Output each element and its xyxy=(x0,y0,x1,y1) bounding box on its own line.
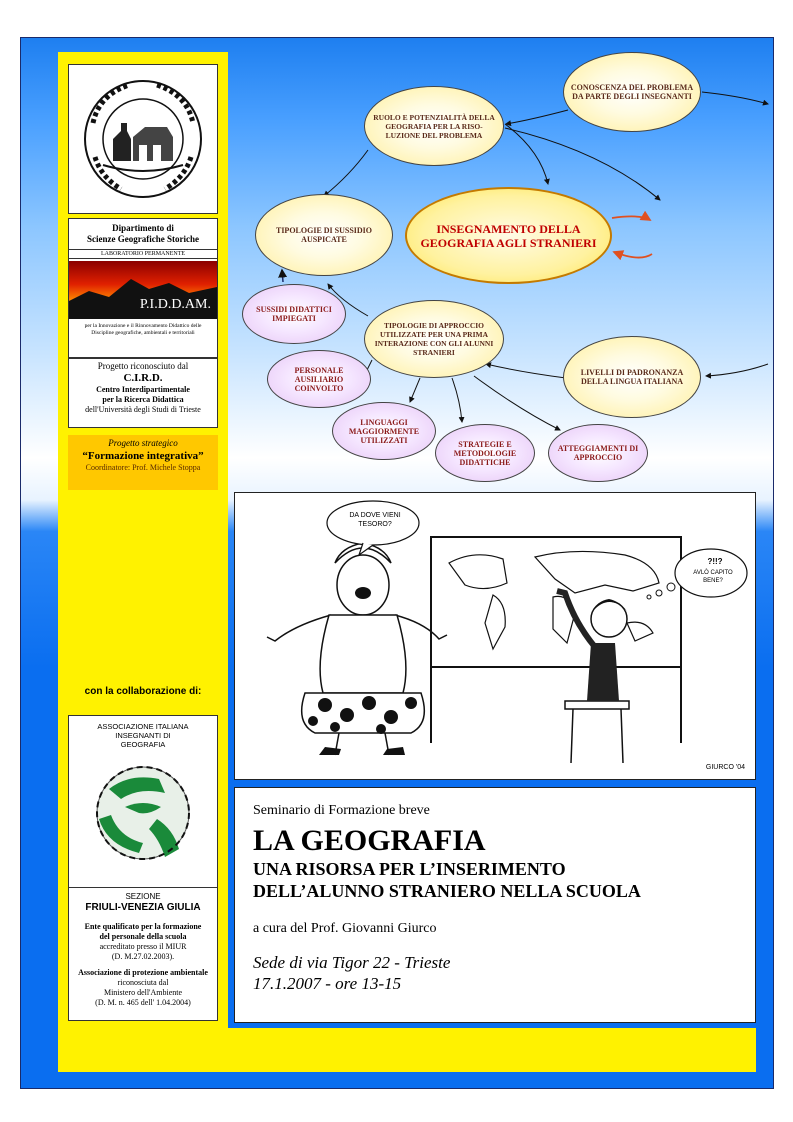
dept-line2: Scienze Geografiche Storiche xyxy=(87,234,199,244)
seminar-date: 17.1.2007 - ore 13-15 xyxy=(253,974,402,993)
seminar-main-title: LA GEOGRAFIA xyxy=(253,824,486,857)
ellipse-center-topic: INSEGNAMENTO DELLA GEOGRAFIA AGLI STRANIERI xyxy=(405,187,612,284)
project-label: Progetto strategico xyxy=(108,438,178,448)
ellipse-tipologie-approccio: TIPOLOGIE DI APPROCCIO UTILIZZATE PER UNA PRIMA INTERAZIONE CON GLI ALUNNI STRANIERI xyxy=(364,300,504,378)
child-thought-bubble-2: AVLÒ CAPITO BENE? xyxy=(693,570,733,584)
aiig-assoc-1: Associazione di protezione ambientale xyxy=(78,968,208,977)
ellipse-strategie: STRATEGIE E METODOLOGIE DIDATTICHE xyxy=(435,424,535,482)
cartoon-drawing xyxy=(235,493,755,779)
aiig-name3: GEOGRAFIA xyxy=(120,740,166,749)
cird-desc3: dell'Università degli Studi di Trieste xyxy=(85,405,201,414)
seminar-curator: a cura del Prof. Giovanni Giurco xyxy=(253,921,437,936)
piddam-title: P.I.D.D.AM. xyxy=(139,297,211,312)
yellow-bottom-band xyxy=(58,1028,756,1072)
ellipse-sussidi-didattici: SUSSIDI DIDATTICI IMPIEGATI xyxy=(242,284,346,344)
aiig-globe-logo-icon xyxy=(69,749,217,877)
seminar-subtitle-2: DELL’ALUNNO STRANIERO NELLA SCUOLA xyxy=(253,881,641,901)
aiig-qualified-3: accreditato presso il MIUR xyxy=(99,942,187,951)
cartoon-illustration xyxy=(234,492,756,780)
aiig-region: FRIULI-VENEZIA GIULIA xyxy=(85,902,201,913)
cartoon-signature: GIURCO '04 xyxy=(705,764,745,771)
aiig-qualified-4: (D. M.27.02.2003). xyxy=(111,952,175,961)
seminar-title-box xyxy=(234,787,756,1023)
aiig-assoc-4: (D. M. n. 465 dell' 1.04.2004) xyxy=(95,998,191,1007)
ellipse-atteggiamenti: ATTEGGIAMENTI DI APPROCCIO xyxy=(548,424,648,482)
lab-label: LABORATORIO PERMANENTE xyxy=(69,249,217,259)
aiig-qualified-1: Ente qualificato per la formazione xyxy=(84,922,202,931)
piddam-description: per la Innovazione e il Rinnovamento Didattico delle Discipline geografiche, ambientali e territoriali xyxy=(84,323,202,336)
aiig-name1: ASSOCIAZIONE ITALIANA xyxy=(97,722,189,731)
cird-name: C.I.R.D. xyxy=(123,372,163,384)
collaboration-label: con la collaborazione di: xyxy=(84,686,202,697)
aiig-qualified-2: del personale della scuola xyxy=(99,932,187,941)
aiig-assoc-3: Ministero dell'Ambiente xyxy=(103,988,183,997)
aiig-name2: INSEGNANTI DI xyxy=(115,731,171,740)
seminar-venue: Sede di via Tigor 22 - Trieste xyxy=(253,953,451,972)
ellipse-ruolo: RUOLO E POTENZIALITÀ DELLA GEOGRAFIA PER LA RISO-LUZIONE DEL PROBLEMA xyxy=(364,86,504,166)
aiig-assoc-2: riconosciuta dal xyxy=(117,978,169,987)
seminar-subtitle-1: UNA RISORSA PER L’INSERIMENTO xyxy=(253,859,566,879)
seminar-kicker: Seminario di Formazione breve xyxy=(253,803,430,818)
cird-desc1: Centro Interdipartimentale xyxy=(96,385,190,394)
cird-desc2: per la Ricerca Didattica xyxy=(102,395,184,404)
project-title: “Formazione integrativa” xyxy=(82,450,204,462)
ellipse-livelli: LIVELLI DI PADRONANZA DELLA LINGUA ITALIANA xyxy=(563,336,701,418)
aiig-section: SEZIONE xyxy=(69,887,217,902)
ellipse-conoscenza: CONOSCENZA DEL PROBLEMA DA PARTE DEGLI INSEGNANTI xyxy=(563,52,701,132)
child-thought-bubble-1: ?!!? xyxy=(707,557,723,566)
ellipse-tipologie-sussidio: TIPOLOGIE DI SUSSIDIO AUSPICATE xyxy=(255,194,393,276)
cird-line1: Progetto riconosciuto dal xyxy=(97,361,189,371)
teacher-speech-bubble: DA DOVE VIENI TESORO? xyxy=(349,512,401,528)
project-coordinator: Coordinatore: Prof. Michele Stoppa xyxy=(85,463,201,472)
ellipse-personale: PERSONALE AUSILIARIO COINVOLTO xyxy=(267,350,371,408)
dept-line1: Dipartimento di xyxy=(112,223,174,233)
ellipse-linguaggi: LINGUAGGI MAGGIORMENTE UTILIZZATI xyxy=(332,402,436,460)
aiig-box xyxy=(68,715,218,1021)
